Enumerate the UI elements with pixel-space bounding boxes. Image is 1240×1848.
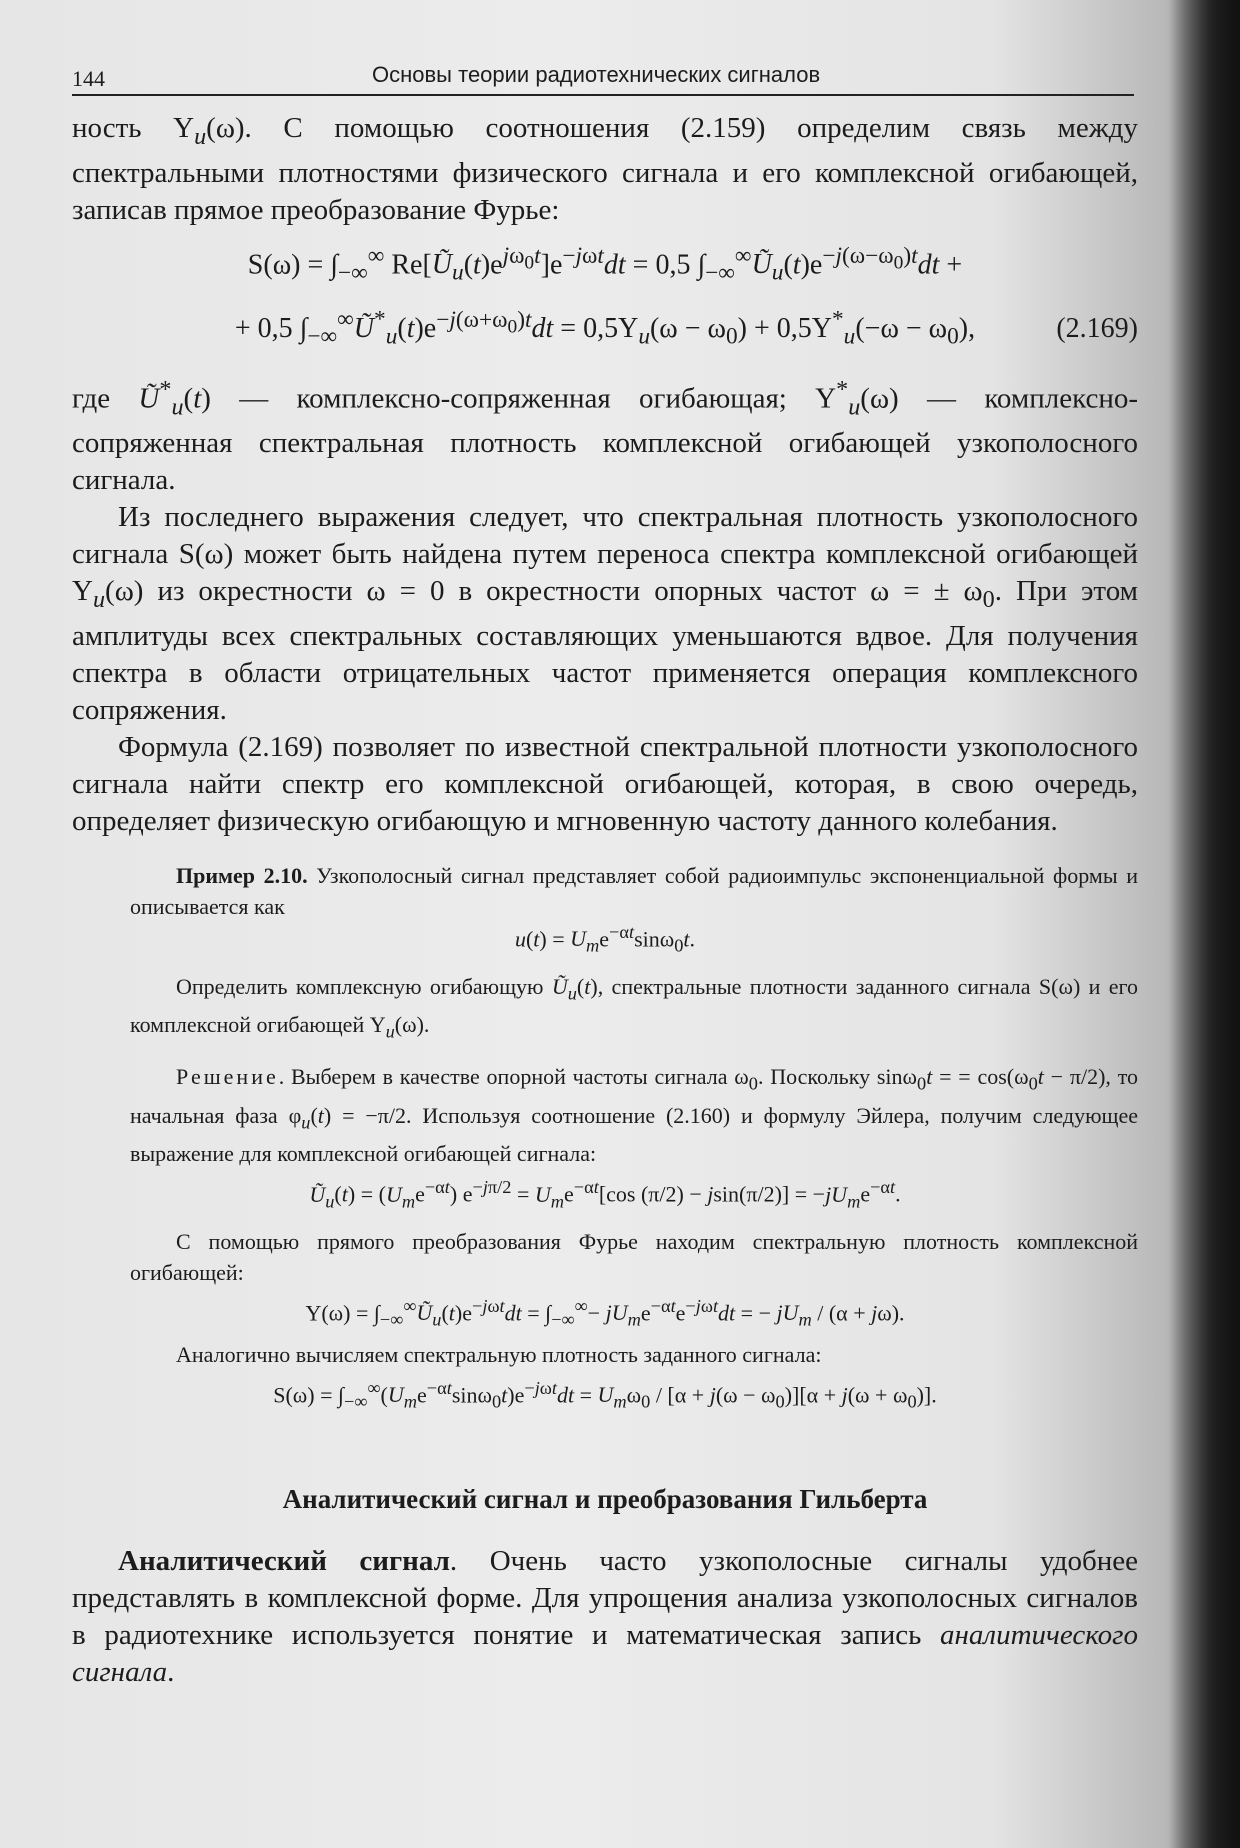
envelope-formula: $Ũ_u(t) = (U_me^{-\alpha t}) e^{-j\pi/2} = U_me^{-\alpha t}[\cos$ $(\pi/2) - jsin(\pi/2)] = -jU_me^{-\alpha t}$. xyxy=(309,1177,901,1211)
page-header xyxy=(72,62,1134,96)
running-title: Основы теории радиотехнических сигналов xyxy=(372,62,821,87)
equation-2-169-line-2 xyxy=(72,307,1138,351)
signal-spectrum-text: Аналогично вычисляем спектральную плотность заданного сигнала: xyxy=(176,1341,822,1367)
equation-2-169-line-1: $S(\omega) = \int_{-\infty}^\infty$ $Re[Ũ_u(t)e^{j\omega_0t}]e^{-j\omega t}dt = 0,5$ $\int_{-\infty}^\infty Ũ_u(t)e^{-j(\omega-\omega_0)t}dt$ + xyxy=(247,242,963,286)
example-task: Определить комплексную огибающую $Ũ_u(t)$, спектральные плотности заданного сигнала S(ω) и его комплексной огибающей $Y_u(\omega)$. xyxy=(130,973,1139,1042)
example-statement xyxy=(72,860,1138,922)
paragraph-1: ность $Y_u(\omega)$. С помощью соотношения (2.159) определим связь между спектральными плотностями физического сигнала и его комплексной огибающей, записав прямое преобразование Фурье: xyxy=(72,112,1138,226)
equation-number: (2.169) xyxy=(1056,312,1138,344)
run-in-heading: Аналитический сигнал xyxy=(118,1545,450,1578)
final-text: . Очень часто узкополосные сигналы удобнее представлять в комплексной форме. Для упрощения анализа узкополосных сигналов в радиотехнике используется понятие и математическая запись xyxy=(72,1545,1138,1652)
final-end: . xyxy=(167,1656,175,1689)
fourier-text: С помощью прямого преобразования Фурье находим спектральную плотность комплексной огибающей: xyxy=(130,1228,1138,1285)
solution-text xyxy=(72,1061,1138,1169)
paragraph-2: где $Ũ^*_u(t)$ — комплексно-сопряженная огибающая; $Y^*_u(\omega)$ — комплексно-сопряженная спектральная плотность комплексной огибающей узкополосного сигнала. xyxy=(72,375,1139,497)
page-number: 144 xyxy=(72,66,105,91)
paragraph-4: Формула (2.169) позволяет по известной спектральной плотности узкополосного сигнала найти спектр его комплексной огибающей, которая, в свою очередь, определяет физическую огибающую и мгновенную частоту данного колебания. xyxy=(72,730,1138,837)
solution-body: . Выберем в качестве опорной частоты сигнала $\omega_0$. Поскольку sinω$_0$t = = $\cos(\omega_0t - \pi/2)$, то начальная фаза $\varphi_u(t) = -\pi/2$. Используя соотношение (2.160) и формулу Эйлера, получим следующее выражение для комплексной огибающей сигнала: xyxy=(130,1064,1139,1167)
equation-2-169-body: + 0,5 $\int_{-\infty}^\infty Ũ^*_u(t)e^{-j(\omega+\omega_0)t}dt = 0,5Y_u(\omega - \omega_0) + 0,5Y^*_u(-\omega - \omega_0)$, xyxy=(234,306,976,350)
book-spine-shadow xyxy=(1170,0,1240,1848)
final-paragraph xyxy=(72,1543,1138,1691)
envelope-spectrum-formula: $Y(\omega) = \int_{-\infty}^\infty Ũ_u(t)e^{-j\omega t}dt = \int_{-\infty}^\infty- jU_me^{-\alpha t}e^{-j\omega t}dt$ = − $jU_m / (\alpha + j\omega)$. xyxy=(305,1295,905,1330)
signal-spectrum-formula: $S(\omega) = \int_{-\infty}^\infty(U_me^{-\alpha t}\sin\omega_0t)e^{-j\omega t}dt = U_m\omega_0 / [\alpha + j(\omega - \omega_0)][\alpha + j(\omega + \omega_0)]$. xyxy=(273,1377,937,1412)
solution-label: Решение xyxy=(176,1064,279,1090)
example-text: Узкополосный сигнал представляет собой радиоимпульс экспоненциальной формы и описывается как xyxy=(130,862,1138,919)
paragraph-3: Из последнего выражения следует, что спектральная плотность узкополосного сигнала S(ω) может быть найдена путем переноса спектра комплексной огибающей $Y_u(\omega)$ из окрестности ω = 0 в окрестности опорных частот ω = ± $\omega_0$. При этом амплитуды всех спектральных составляющих уменьшаются вдвое. Для получения спектра в области отрицательных частот применяется операция комплексного сопряжения. xyxy=(72,501,1139,726)
example-signal-formula: $u(t) = U_me^{-\alpha t}\sin\omega_0t$. xyxy=(514,921,696,956)
page-body xyxy=(72,110,1138,1691)
emphasis-term: аналитического сигнала xyxy=(72,1619,1138,1689)
example-label: Пример 2.10. xyxy=(176,862,308,888)
section-title: Аналитический сигнал и преобразования Гильберта xyxy=(282,1484,928,1515)
